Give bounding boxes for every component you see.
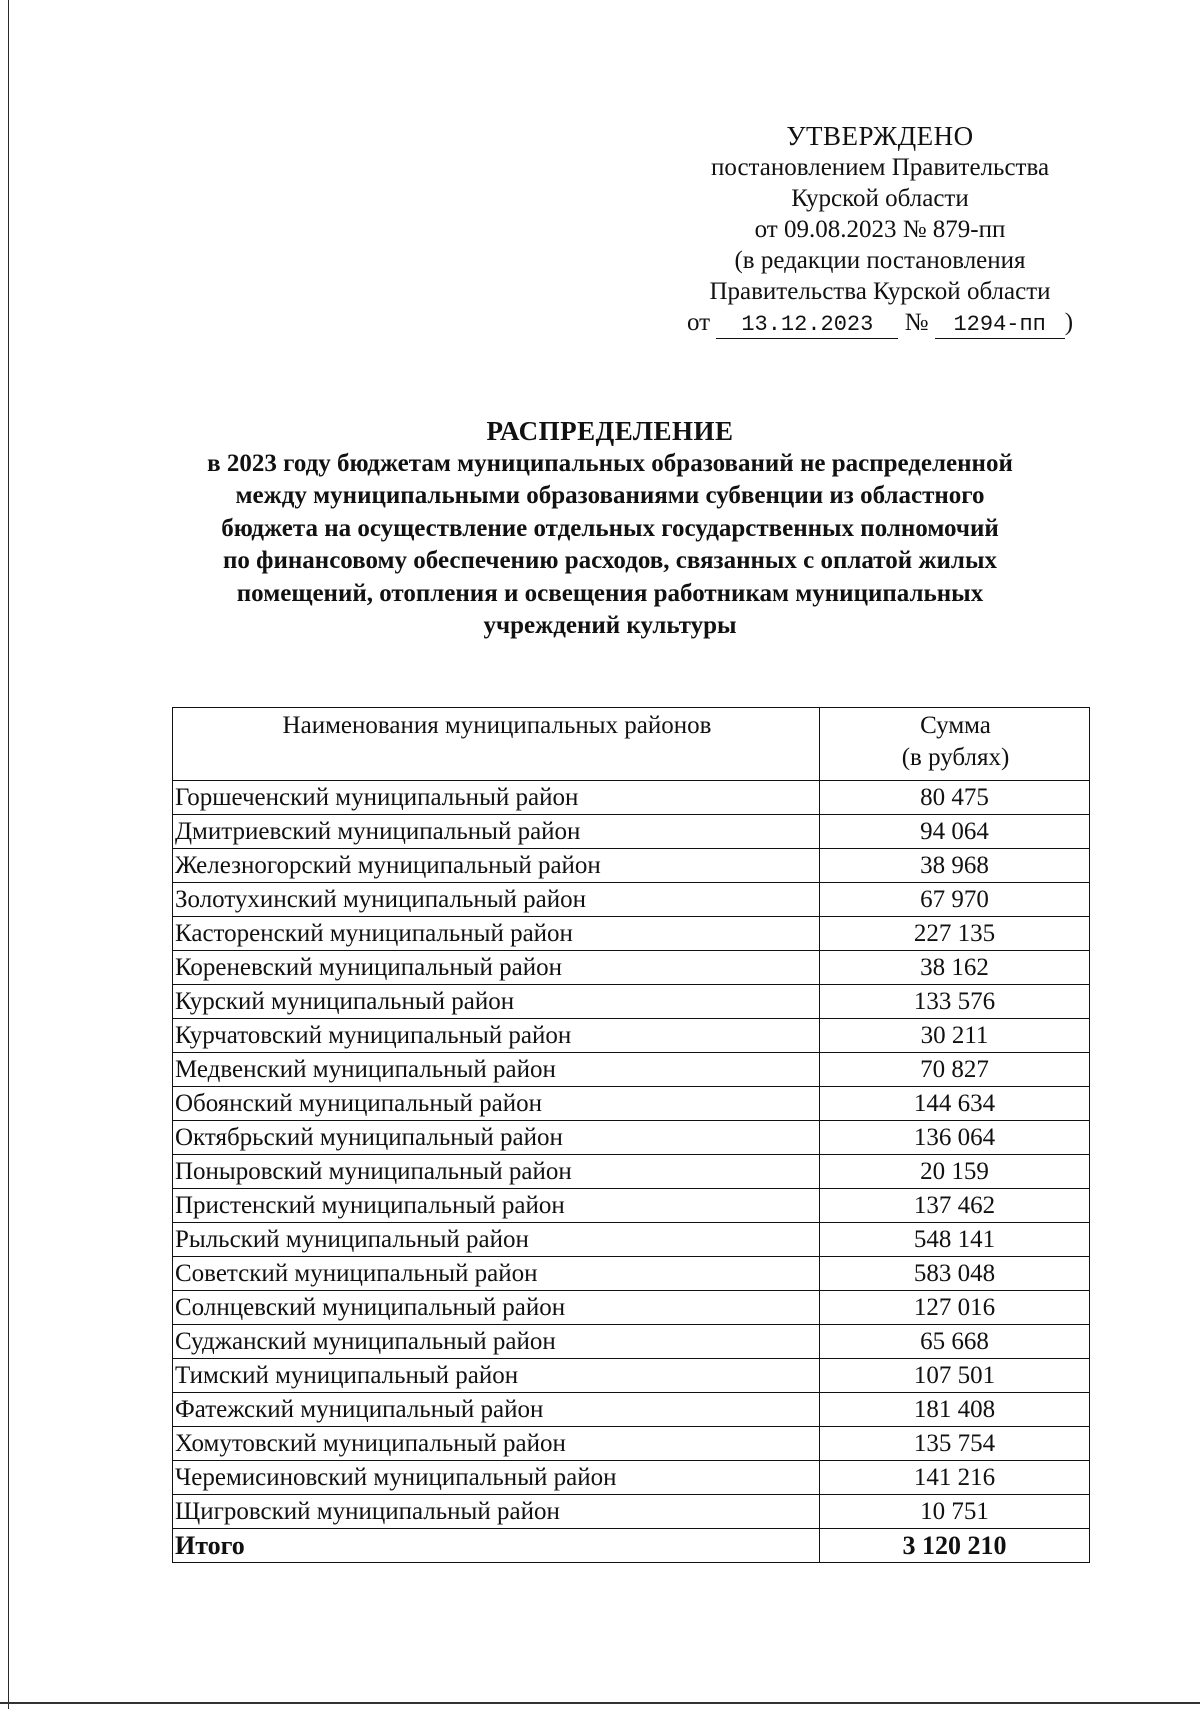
district-amount: 227 135 [820, 917, 1090, 951]
approval-line: Курской области [791, 185, 969, 212]
header-amount-line: Сумма [920, 712, 991, 739]
approval-stamp-block [660, 121, 1100, 339]
district-amount: 107 501 [820, 1359, 1090, 1393]
district-name: Щигровский муниципальный район [173, 1495, 820, 1529]
total-label: Итого [173, 1529, 820, 1563]
table-header-row [173, 708, 1090, 781]
district-amount: 94 064 [820, 815, 1090, 849]
heading-line: между муниципальными образованиями субвенции из областного [235, 482, 985, 509]
table-row [173, 917, 1090, 951]
table-row [173, 883, 1090, 917]
district-name: Хомутовский муниципальный район [173, 1427, 820, 1461]
scan-edge-bottom [0, 1702, 1200, 1704]
district-amount: 181 408 [820, 1393, 1090, 1427]
district-name: Медвенский муниципальный район [173, 1053, 820, 1087]
approval-line: постановлением Правительства [710, 154, 1050, 181]
district-amount: 133 576 [820, 985, 1090, 1019]
number-label: № [904, 309, 929, 336]
table-row [173, 951, 1090, 985]
table-row [173, 1121, 1090, 1155]
scan-edge-left [8, 0, 9, 1709]
table-row [173, 1019, 1090, 1053]
table-row [173, 985, 1090, 1019]
approval-line: от 09.08.2023 № 879-пп [754, 216, 1006, 243]
distribution-table [172, 707, 1090, 1563]
district-amount: 144 634 [820, 1087, 1090, 1121]
table-row [173, 1427, 1090, 1461]
district-name: Суджанский муниципальный район [173, 1325, 820, 1359]
approval-title: УТВЕРЖДЕНО [786, 121, 974, 151]
table-row [173, 781, 1090, 815]
district-name: Фатежский муниципальный район [173, 1393, 820, 1427]
table-row [173, 1053, 1090, 1087]
district-name: Рыльский муниципальный район [173, 1223, 820, 1257]
amendment-number: 1294-пп [935, 312, 1065, 339]
total-amount: 3 120 210 [820, 1529, 1090, 1563]
table-row [173, 1291, 1090, 1325]
district-name: Курский муниципальный район [173, 985, 820, 1019]
header-amount [820, 708, 1090, 781]
district-amount: 38 162 [820, 951, 1090, 985]
district-amount: 20 159 [820, 1155, 1090, 1189]
table-row [173, 1155, 1090, 1189]
district-name: Обоянский муниципальный район [173, 1087, 820, 1121]
table-row [173, 1087, 1090, 1121]
table-total-row [173, 1529, 1090, 1563]
district-name: Курчатовский муниципальный район [173, 1019, 820, 1053]
district-name: Октябрьский муниципальный район [173, 1121, 820, 1155]
district-amount: 127 016 [820, 1291, 1090, 1325]
approval-line: Правительства Курской области [709, 278, 1051, 305]
district-amount: 30 211 [820, 1019, 1090, 1053]
district-name: Солнцевский муниципальный район [173, 1291, 820, 1325]
document-heading [130, 415, 1090, 643]
district-amount: 135 754 [820, 1427, 1090, 1461]
heading-line: учреждений культуры [483, 612, 737, 639]
district-amount: 141 216 [820, 1461, 1090, 1495]
header-district-name: Наименования муниципальных районов [173, 708, 820, 781]
district-name: Пристенский муниципальный район [173, 1189, 820, 1223]
heading-line: в 2023 году бюджетам муниципальных образований не распределенной [207, 449, 1013, 477]
approval-line: (в редакции постановления [734, 247, 1026, 274]
district-amount: 70 827 [820, 1053, 1090, 1087]
heading-line: помещений, отопления и освещения работникам муниципальных [236, 579, 984, 607]
closing-paren: ) [1064, 309, 1074, 336]
header-amount-unit: (в рублях) [901, 744, 1010, 771]
district-amount: 583 048 [820, 1257, 1090, 1291]
district-name: Кореневский муниципальный район [173, 951, 820, 985]
amendment-date: 13.12.2023 [716, 312, 898, 339]
heading-line: по финансовому обеспечению расходов, связанных с оплатой жилых [223, 547, 997, 574]
table-row [173, 1325, 1090, 1359]
table-row [173, 1359, 1090, 1393]
district-name: Горшеченский муниципальный район [173, 781, 820, 815]
district-name: Железногорский муниципальный район [173, 849, 820, 883]
district-name: Золотухинский муниципальный район [173, 883, 820, 917]
table-row [173, 815, 1090, 849]
table-row [173, 1461, 1090, 1495]
district-amount: 67 970 [820, 883, 1090, 917]
district-name: Дмитриевский муниципальный район [173, 815, 820, 849]
district-amount: 136 064 [820, 1121, 1090, 1155]
amendment-reference [660, 307, 1100, 339]
table-row [173, 849, 1090, 883]
heading-line: бюджета на осуществление отдельных государственных полномочий [221, 514, 999, 542]
district-amount: 65 668 [820, 1325, 1090, 1359]
district-name: Черемисиновский муниципальный район [173, 1461, 820, 1495]
district-amount: 80 475 [820, 781, 1090, 815]
district-amount: 548 141 [820, 1223, 1090, 1257]
district-name: Поныровский муниципальный район [173, 1155, 820, 1189]
table-row [173, 1189, 1090, 1223]
district-amount: 10 751 [820, 1495, 1090, 1529]
from-label: от [686, 309, 711, 336]
district-amount: 137 462 [820, 1189, 1090, 1223]
district-amount: 38 968 [820, 849, 1090, 883]
document-title: РАСПРЕДЕЛЕНИЕ [486, 416, 734, 446]
table-row [173, 1393, 1090, 1427]
district-name: Тимский муниципальный район [173, 1359, 820, 1393]
district-name: Касторенский муниципальный район [173, 917, 820, 951]
table-row [173, 1257, 1090, 1291]
table-row [173, 1223, 1090, 1257]
district-name: Советский муниципальный район [173, 1257, 820, 1291]
table-row [173, 1495, 1090, 1529]
